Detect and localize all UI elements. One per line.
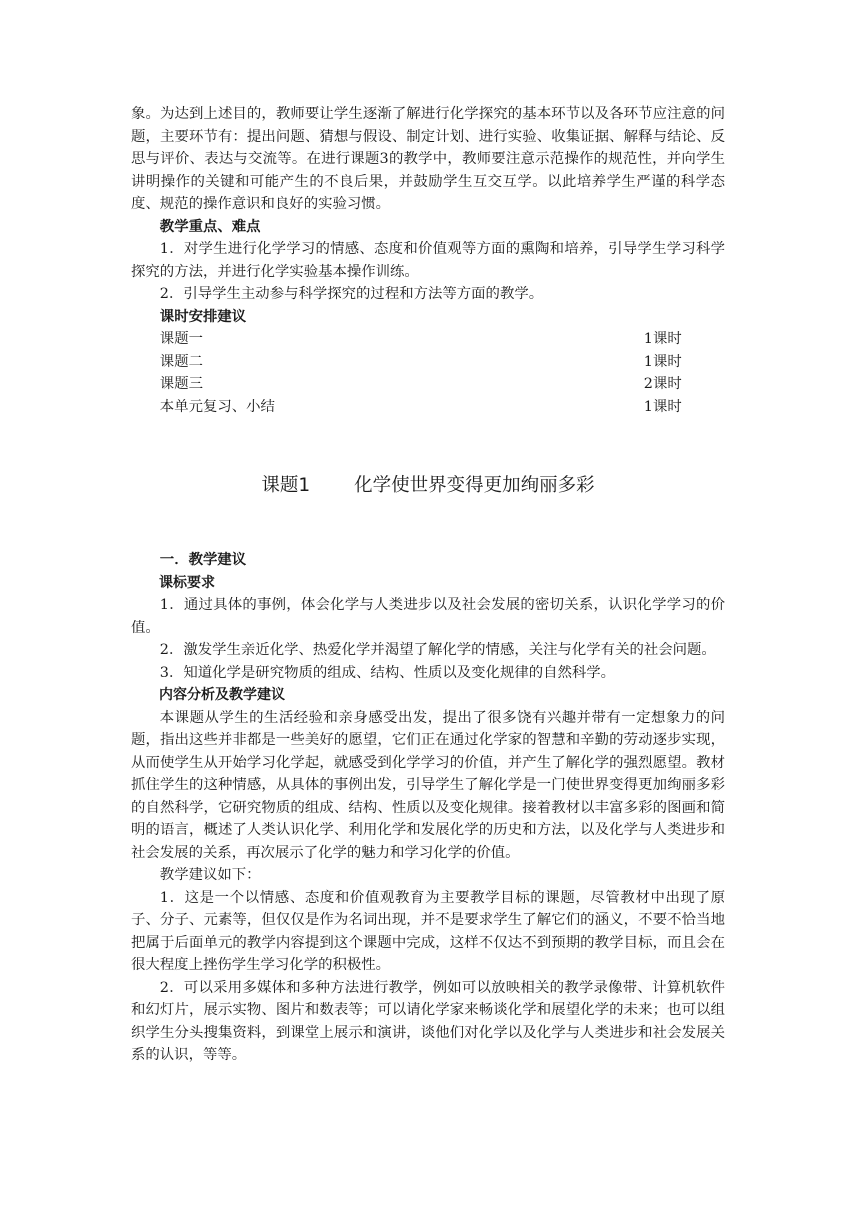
schedule-topic: 课题二 <box>159 353 203 370</box>
lesson-number: 课题1 <box>261 475 311 496</box>
schedule-hours: 1课时 <box>643 353 682 370</box>
suggestions-intro: 教学建议如下： <box>159 867 261 883</box>
analysis-heading: 内容分析及教学建议 <box>159 687 285 703</box>
curriculum-item: 1．通过具体的事例，体会化学与人类进步以及社会发展的密切关系，认识化学学习的价值。 <box>131 597 725 636</box>
schedule-row <box>160 328 725 351</box>
suggestion-item: 2．可以采用多媒体和多种方法进行教学，例如可以放映相关的教学录像带、计算机软件和幻灯片，展示实物、图片和数表等；可以请化学家来畅谈化学和展望化学的未来；也可以组织学生分头搜集资料，到课堂上展示和演讲，谈他们对化学以及化学与人类进步和社会发展关系的认识，等等。 <box>131 979 725 1063</box>
curriculum-item: 3．知道化学是研究物质的组成、结构、性质以及变化规律的自然科学。 <box>159 664 616 681</box>
key-point-item: 2．引导学生主动参与科学探究的过程和方法等方面的教学。 <box>159 286 544 302</box>
schedule-heading: 课时安排建议 <box>159 307 247 325</box>
key-points-heading: 教学重点、难点 <box>159 217 261 235</box>
schedule-row <box>160 396 725 419</box>
suggestion-item: 1．这是一个以情感、态度和价值观教育为主要教学目标的课题，尽管教材中出现了原子、分子、元素等，但仅仅是作为名词出现，并不是要求学生了解它们的涵义，不要不恰当地把属于后面单元的教学内容提到这个课题中完成，这样不仅达不到预期的教学目标，而且会在很大程度上挫伤学生学习化学的积极性。 <box>131 889 725 973</box>
schedule-row <box>160 373 725 396</box>
key-point-item: 1．对学生进行化学学习的情感、态度和价值观等方面的熏陶和培养，引导学生学习科学探究的方法，并进行化学实验基本操作训练。 <box>131 241 725 280</box>
document-page <box>131 103 725 1067</box>
lesson-title <box>131 473 725 499</box>
section-heading: 一．教学建议 <box>159 551 247 568</box>
lesson-title-text: 化学使世界变得更加绚丽多彩 <box>354 475 595 496</box>
schedule-hours: 1课时 <box>643 398 682 415</box>
schedule-topic: 课题三 <box>159 376 203 392</box>
schedule-hours: 2课时 <box>643 376 682 392</box>
schedule-topic: 课题一 <box>159 331 203 347</box>
curriculum-heading: 课标要求 <box>159 574 215 591</box>
analysis-paragraph: 本课题从学生的生活经验和亲身感受出发，提出了很多饶有兴趣并带有一定想象力的问题，指出这些并非都是一些美好的愿望，它们正在通过化学家的智慧和辛勤的劳动逐步实现，从而使学生从开始学习化学起，就感受到化学学习的价值，并产生了解化学的强烈愿望。教材抓住学生的这种情感，从具体的事例出发，引导学生了解化学是一门使世界变得更加绚丽多彩的自然科学，它研究物质的组成、结构、性质以及变化规律。接着教材以丰富多彩的图画和简明的语言，概述了人类认识化学、利用化学和发展化学的历史和方法，以及化学与人类进步和社会发展的关系，再次展示了化学的魅力和学习化学的价值。 <box>131 709 725 861</box>
curriculum-item: 2．激发学生亲近化学、热爱化学并渴望了解化学的情感，关注与化学有关的社会问题。 <box>159 642 716 658</box>
schedule-list <box>131 328 725 418</box>
intro-paragraph: 象。为达到上述目的，教师要让学生逐渐了解进行化学探究的基本环节以及各环节应注意的问题，主要环节有：提出问题、猜想与假设、制定计划、进行实验、收集证据、解释与结论、反思与评价、表达与交流等。在进行课题3的教学中，教师要注意示范操作的规范性，并向学生讲明操作的关键和可能产生的不良后果，并鼓励学生互交互学。以此培养学生严谨的科学态度、规范的操作意识和良好的实验习惯。 <box>131 106 725 212</box>
schedule-row <box>160 351 725 374</box>
schedule-topic: 本单元复习、小结 <box>159 398 275 415</box>
schedule-hours: 1课时 <box>643 331 682 347</box>
